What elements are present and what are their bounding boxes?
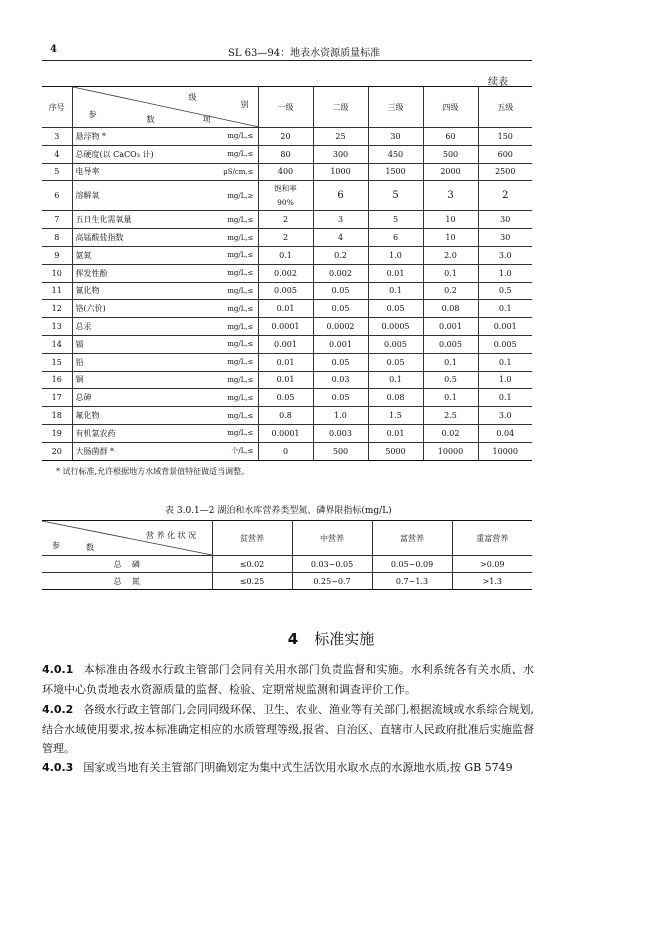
parameter-unit: mg/L,≤	[186, 229, 258, 247]
level-2-value: 0.2	[313, 246, 368, 264]
row-number: 4	[42, 145, 72, 163]
level-1-value: 0.001	[258, 335, 313, 353]
section-number: 4	[287, 630, 299, 648]
level-5-value: 2	[478, 181, 532, 211]
nutrient-name: 总 磷	[42, 556, 212, 573]
level-5-value: 0.04	[478, 424, 532, 442]
parameter-unit: mg/L,≤	[186, 335, 258, 353]
parameter-unit: μS/cm,≤	[186, 163, 258, 181]
table-continued-label: 续表	[488, 77, 508, 88]
parameter-unit: mg/L,≤	[186, 300, 258, 318]
level-4-value: 60	[423, 128, 478, 146]
level-2-value: 3	[313, 211, 368, 229]
level-4-value: 0.1	[423, 389, 478, 407]
level-5-value: 600	[478, 145, 532, 163]
level-4-value: 0.1	[423, 353, 478, 371]
table-row	[42, 353, 532, 371]
table-row	[42, 442, 532, 460]
level-4-value: 500	[423, 145, 478, 163]
diagonal-line	[73, 87, 259, 127]
table-row	[42, 264, 532, 282]
row-number: 12	[42, 300, 72, 318]
parameter-name: 悬浮物 *	[72, 128, 186, 146]
level-2-value: 0.003	[313, 424, 368, 442]
level-1-value: 0.002	[258, 264, 313, 282]
level-1-value: 0.0001	[258, 318, 313, 336]
table-row	[42, 229, 532, 247]
clause-number: 4.0.1	[42, 663, 74, 676]
parameter-name: 溶解氧	[72, 181, 186, 211]
level-2-value: 0.03	[313, 371, 368, 389]
table2-col-eutrophic: 富营养	[372, 521, 452, 556]
level-4-value: 2000	[423, 163, 478, 181]
level-5-value: 30	[478, 211, 532, 229]
parameter-name: 铅	[72, 353, 186, 371]
level-5-value: 0.5	[478, 282, 532, 300]
table2-row	[42, 573, 532, 590]
level-1-value: 0.01	[258, 300, 313, 318]
parameter-unit: mg/L,≤	[186, 246, 258, 264]
parameter-unit: mg/L,≤	[186, 353, 258, 371]
level-5-value: 1.0	[478, 371, 532, 389]
table-row	[42, 371, 532, 389]
nutrient-limit-value: >1.3	[452, 573, 532, 590]
table-row	[42, 145, 532, 163]
level-5-value: 0.005	[478, 335, 532, 353]
paragraph-4-0-3	[42, 758, 534, 778]
level-4-value: 0.1	[423, 264, 478, 282]
level-2-value: 6	[313, 181, 368, 211]
level-2-value: 300	[313, 145, 368, 163]
nutrient-name: 总 氮	[42, 573, 212, 590]
row-number: 6	[42, 181, 72, 211]
parameter-unit: mg/L,≤	[186, 318, 258, 336]
parameter-name: 氨氮	[72, 246, 186, 264]
parameter-unit: mg/L,≤	[186, 389, 258, 407]
level-3-value: 0.08	[368, 389, 423, 407]
header-level-2: 二级	[313, 87, 368, 128]
saturation-label: 饱和率	[274, 184, 297, 194]
parameter-unit: mg/L,≤	[186, 371, 258, 389]
level-3-value: 1500	[368, 163, 423, 181]
level-4-value: 0.2	[423, 282, 478, 300]
header-level: 级	[188, 93, 197, 102]
parameter-name: 铜	[72, 371, 186, 389]
level-1-value: 0	[258, 442, 313, 460]
header-category: 别	[240, 100, 249, 109]
level-5-value: 30	[478, 229, 532, 247]
level-3-value: 450	[368, 145, 423, 163]
table-row	[42, 389, 532, 407]
parameter-name: 氟化物	[72, 407, 186, 425]
table-row	[42, 407, 532, 425]
table-row	[42, 246, 532, 264]
level-3-value: 0.1	[368, 282, 423, 300]
level-3-value: 0.01	[368, 264, 423, 282]
row-number: 15	[42, 353, 72, 371]
level-2-value: 0.001	[313, 335, 368, 353]
nutrient-limit-value: 0.7~1.3	[372, 573, 452, 590]
level-2-value: 1.0	[313, 407, 368, 425]
row-number: 7	[42, 211, 72, 229]
level-2-value: 0.05	[313, 389, 368, 407]
level-4-value: 3	[423, 181, 478, 211]
table-footnote: * 试行标准,允许根据地方水域背景值特征做适当调整。	[56, 467, 250, 476]
saturation-value: 90%	[277, 197, 294, 207]
parameter-unit: mg/L,≤	[186, 424, 258, 442]
row-number: 5	[42, 163, 72, 181]
level-5-value: 0.001	[478, 318, 532, 336]
level-2-value: 4	[313, 229, 368, 247]
row-number: 19	[42, 424, 72, 442]
level-4-value: 0.08	[423, 300, 478, 318]
table2-col-mesotrophic: 中营养	[292, 521, 372, 556]
level-4-value: 0.02	[423, 424, 478, 442]
table-row	[42, 335, 532, 353]
level-3-value: 0.0005	[368, 318, 423, 336]
row-number: 11	[42, 282, 72, 300]
parameter-unit: 个/L,≤	[186, 442, 258, 460]
level-4-value: 10	[423, 211, 478, 229]
level-1-value	[258, 181, 313, 211]
level-2-value: 0.05	[313, 353, 368, 371]
level-5-value: 0.1	[478, 389, 532, 407]
level-3-value: 0.01	[368, 424, 423, 442]
row-number: 8	[42, 229, 72, 247]
level-3-value: 6	[368, 229, 423, 247]
header-shu: 数	[146, 115, 155, 124]
header-param: 参	[88, 110, 97, 119]
row-number: 18	[42, 407, 72, 425]
paragraph-text: 各级水行政主管部门,会同同级环保、卫生、农业、渔业等有关部门,根据流域或水系综合规划,结合水域使用要求,按本标准确定相应的水质管理等级,报省、自治区、直辖市人民政府批准后实施监督管理。	[42, 703, 534, 755]
page-number: 4	[50, 44, 57, 55]
table-row	[42, 163, 532, 181]
level-2-value: 500	[313, 442, 368, 460]
level-5-value: 3.0	[478, 407, 532, 425]
level-2-value: 0.05	[313, 300, 368, 318]
level-4-value: 10	[423, 229, 478, 247]
nutrient-limit-value: 0.03~0.05	[292, 556, 372, 573]
level-3-value: 5000	[368, 442, 423, 460]
nutrient-limit-value: 0.05~0.09	[372, 556, 452, 573]
table-header-row	[42, 87, 532, 128]
level-3-value: 5	[368, 211, 423, 229]
level-1-value: 2	[258, 211, 313, 229]
parameter-name: 有机氯农药	[72, 424, 186, 442]
nutrient-limit-value: 0.25~0.7	[292, 573, 372, 590]
level-5-value: 0.1	[478, 300, 532, 318]
level-4-value: 2.5	[423, 407, 478, 425]
header-rule	[42, 60, 532, 61]
paragraph-text: 国家或当地有关主管部门明确划定为集中式生活饮用水取水点的水源地水质,按 GB 5749	[83, 761, 513, 774]
clause-number: 4.0.3	[42, 761, 74, 774]
level-1-value: 0.01	[258, 353, 313, 371]
header-level-3: 三级	[368, 87, 423, 128]
parameter-unit: mg/L,≤	[186, 145, 258, 163]
running-title: SL 63—94：地表水资源质量标准	[228, 48, 381, 59]
table-body	[42, 128, 532, 461]
row-number: 14	[42, 335, 72, 353]
level-5-value: 3.0	[478, 246, 532, 264]
parameter-unit: mg/L,≤	[186, 128, 258, 146]
paragraph-4-0-2	[42, 700, 534, 759]
level-1-value: 0.05	[258, 389, 313, 407]
parameter-unit: mg/L,≤	[186, 407, 258, 425]
level-3-value: 1.0	[368, 246, 423, 264]
level-4-value: 2.0	[423, 246, 478, 264]
header-xiang: 项	[202, 115, 211, 124]
nutrient-table	[42, 520, 532, 590]
level-5-value: 150	[478, 128, 532, 146]
level-3-value: 0.1	[368, 371, 423, 389]
level-2-value: 25	[313, 128, 368, 146]
parameter-name: 铬(六价)	[72, 300, 186, 318]
level-4-value: 0.001	[423, 318, 478, 336]
header-seq: 序号	[42, 87, 72, 128]
level-1-value: 0.1	[258, 246, 313, 264]
paragraph-text: 本标准由各级水行政主管部门会同有关用水部门负责监督和实施。水利系统各有关水质、水环境中心负责地表水资源质量的监督、检验、定期常规监测和调查评价工作。	[42, 663, 534, 696]
table-row	[42, 282, 532, 300]
level-3-value: 30	[368, 128, 423, 146]
level-1-value: 0.0001	[258, 424, 313, 442]
level-1-value: 0.8	[258, 407, 313, 425]
row-number: 16	[42, 371, 72, 389]
paragraph-4-0-1	[42, 660, 534, 699]
parameter-name: 镉	[72, 335, 186, 353]
table2-shu: 数	[86, 543, 94, 552]
parameter-unit: mg/L,≤	[186, 264, 258, 282]
level-1-value: 80	[258, 145, 313, 163]
level-5-value: 0.1	[478, 353, 532, 371]
table-row	[42, 211, 532, 229]
level-1-value: 400	[258, 163, 313, 181]
parameter-name: 五日生化需氧量	[72, 211, 186, 229]
level-1-value: 2	[258, 229, 313, 247]
parameter-name: 高锰酸盐指数	[72, 229, 186, 247]
level-3-value: 0.05	[368, 353, 423, 371]
table-row	[42, 128, 532, 146]
level-5-value: 10000	[478, 442, 532, 460]
row-number: 3	[42, 128, 72, 146]
water-quality-table	[42, 86, 532, 461]
parameter-name: 挥发性酚	[72, 264, 186, 282]
level-4-value: 0.5	[423, 371, 478, 389]
table-row	[42, 181, 532, 211]
table2-diagonal-cell	[42, 521, 212, 556]
table2-body	[42, 556, 532, 590]
table2-state: 营 养 化 状 况	[146, 531, 197, 540]
row-number: 13	[42, 318, 72, 336]
level-5-value: 2500	[478, 163, 532, 181]
clause-number: 4.0.2	[42, 703, 74, 716]
row-number: 9	[42, 246, 72, 264]
table2-header-row	[42, 521, 532, 556]
table2-caption: 表 3.0.1—2 湖泊和水库营养类型氮、磷界限指标(mg/L)	[165, 506, 392, 516]
level-4-value: 10000	[423, 442, 478, 460]
level-4-value: 0.005	[423, 335, 478, 353]
section-title: 标准实施	[314, 630, 375, 648]
parameter-unit: mg/L,≥	[186, 181, 258, 211]
parameter-name: 总汞	[72, 318, 186, 336]
nutrient-limit-value: ≤0.02	[212, 556, 292, 573]
parameter-unit: mg/L,≤	[186, 211, 258, 229]
row-number: 20	[42, 442, 72, 460]
table2-param: 参	[52, 541, 60, 550]
level-5-value: 1.0	[478, 264, 532, 282]
parameter-name: 大肠菌群 *	[72, 442, 186, 460]
table2-row	[42, 556, 532, 573]
row-number: 10	[42, 264, 72, 282]
row-number: 17	[42, 389, 72, 407]
table2-col-oligotrophic: 贫营养	[212, 521, 292, 556]
header-level-4: 四级	[423, 87, 478, 128]
level-3-value: 0.005	[368, 335, 423, 353]
level-2-value: 0.0002	[313, 318, 368, 336]
parameter-name: 氰化物	[72, 282, 186, 300]
header-level-5: 五级	[478, 87, 532, 128]
level-1-value: 0.005	[258, 282, 313, 300]
level-3-value: 5	[368, 181, 423, 211]
parameter-name: 电导率	[72, 163, 186, 181]
table-row	[42, 300, 532, 318]
header-level-1: 一级	[258, 87, 313, 128]
section-heading	[0, 628, 662, 649]
level-2-value: 1000	[313, 163, 368, 181]
level-2-value: 0.002	[313, 264, 368, 282]
parameter-name: 总砷	[72, 389, 186, 407]
level-1-value: 0.01	[258, 371, 313, 389]
parameter-unit: mg/L,≤	[186, 282, 258, 300]
nutrient-limit-value: >0.09	[452, 556, 532, 573]
table2-col-hypereutrophic: 重富营养	[452, 521, 532, 556]
header-diagonal-cell	[72, 87, 258, 128]
level-3-value: 1.5	[368, 407, 423, 425]
level-2-value: 0.05	[313, 282, 368, 300]
nutrient-limit-value: ≤0.25	[212, 573, 292, 590]
parameter-name: 总硬度(以 CaCO₃ 计)	[72, 145, 186, 163]
table-row	[42, 318, 532, 336]
level-3-value: 0.05	[368, 300, 423, 318]
level-1-value: 20	[258, 128, 313, 146]
table-row	[42, 424, 532, 442]
